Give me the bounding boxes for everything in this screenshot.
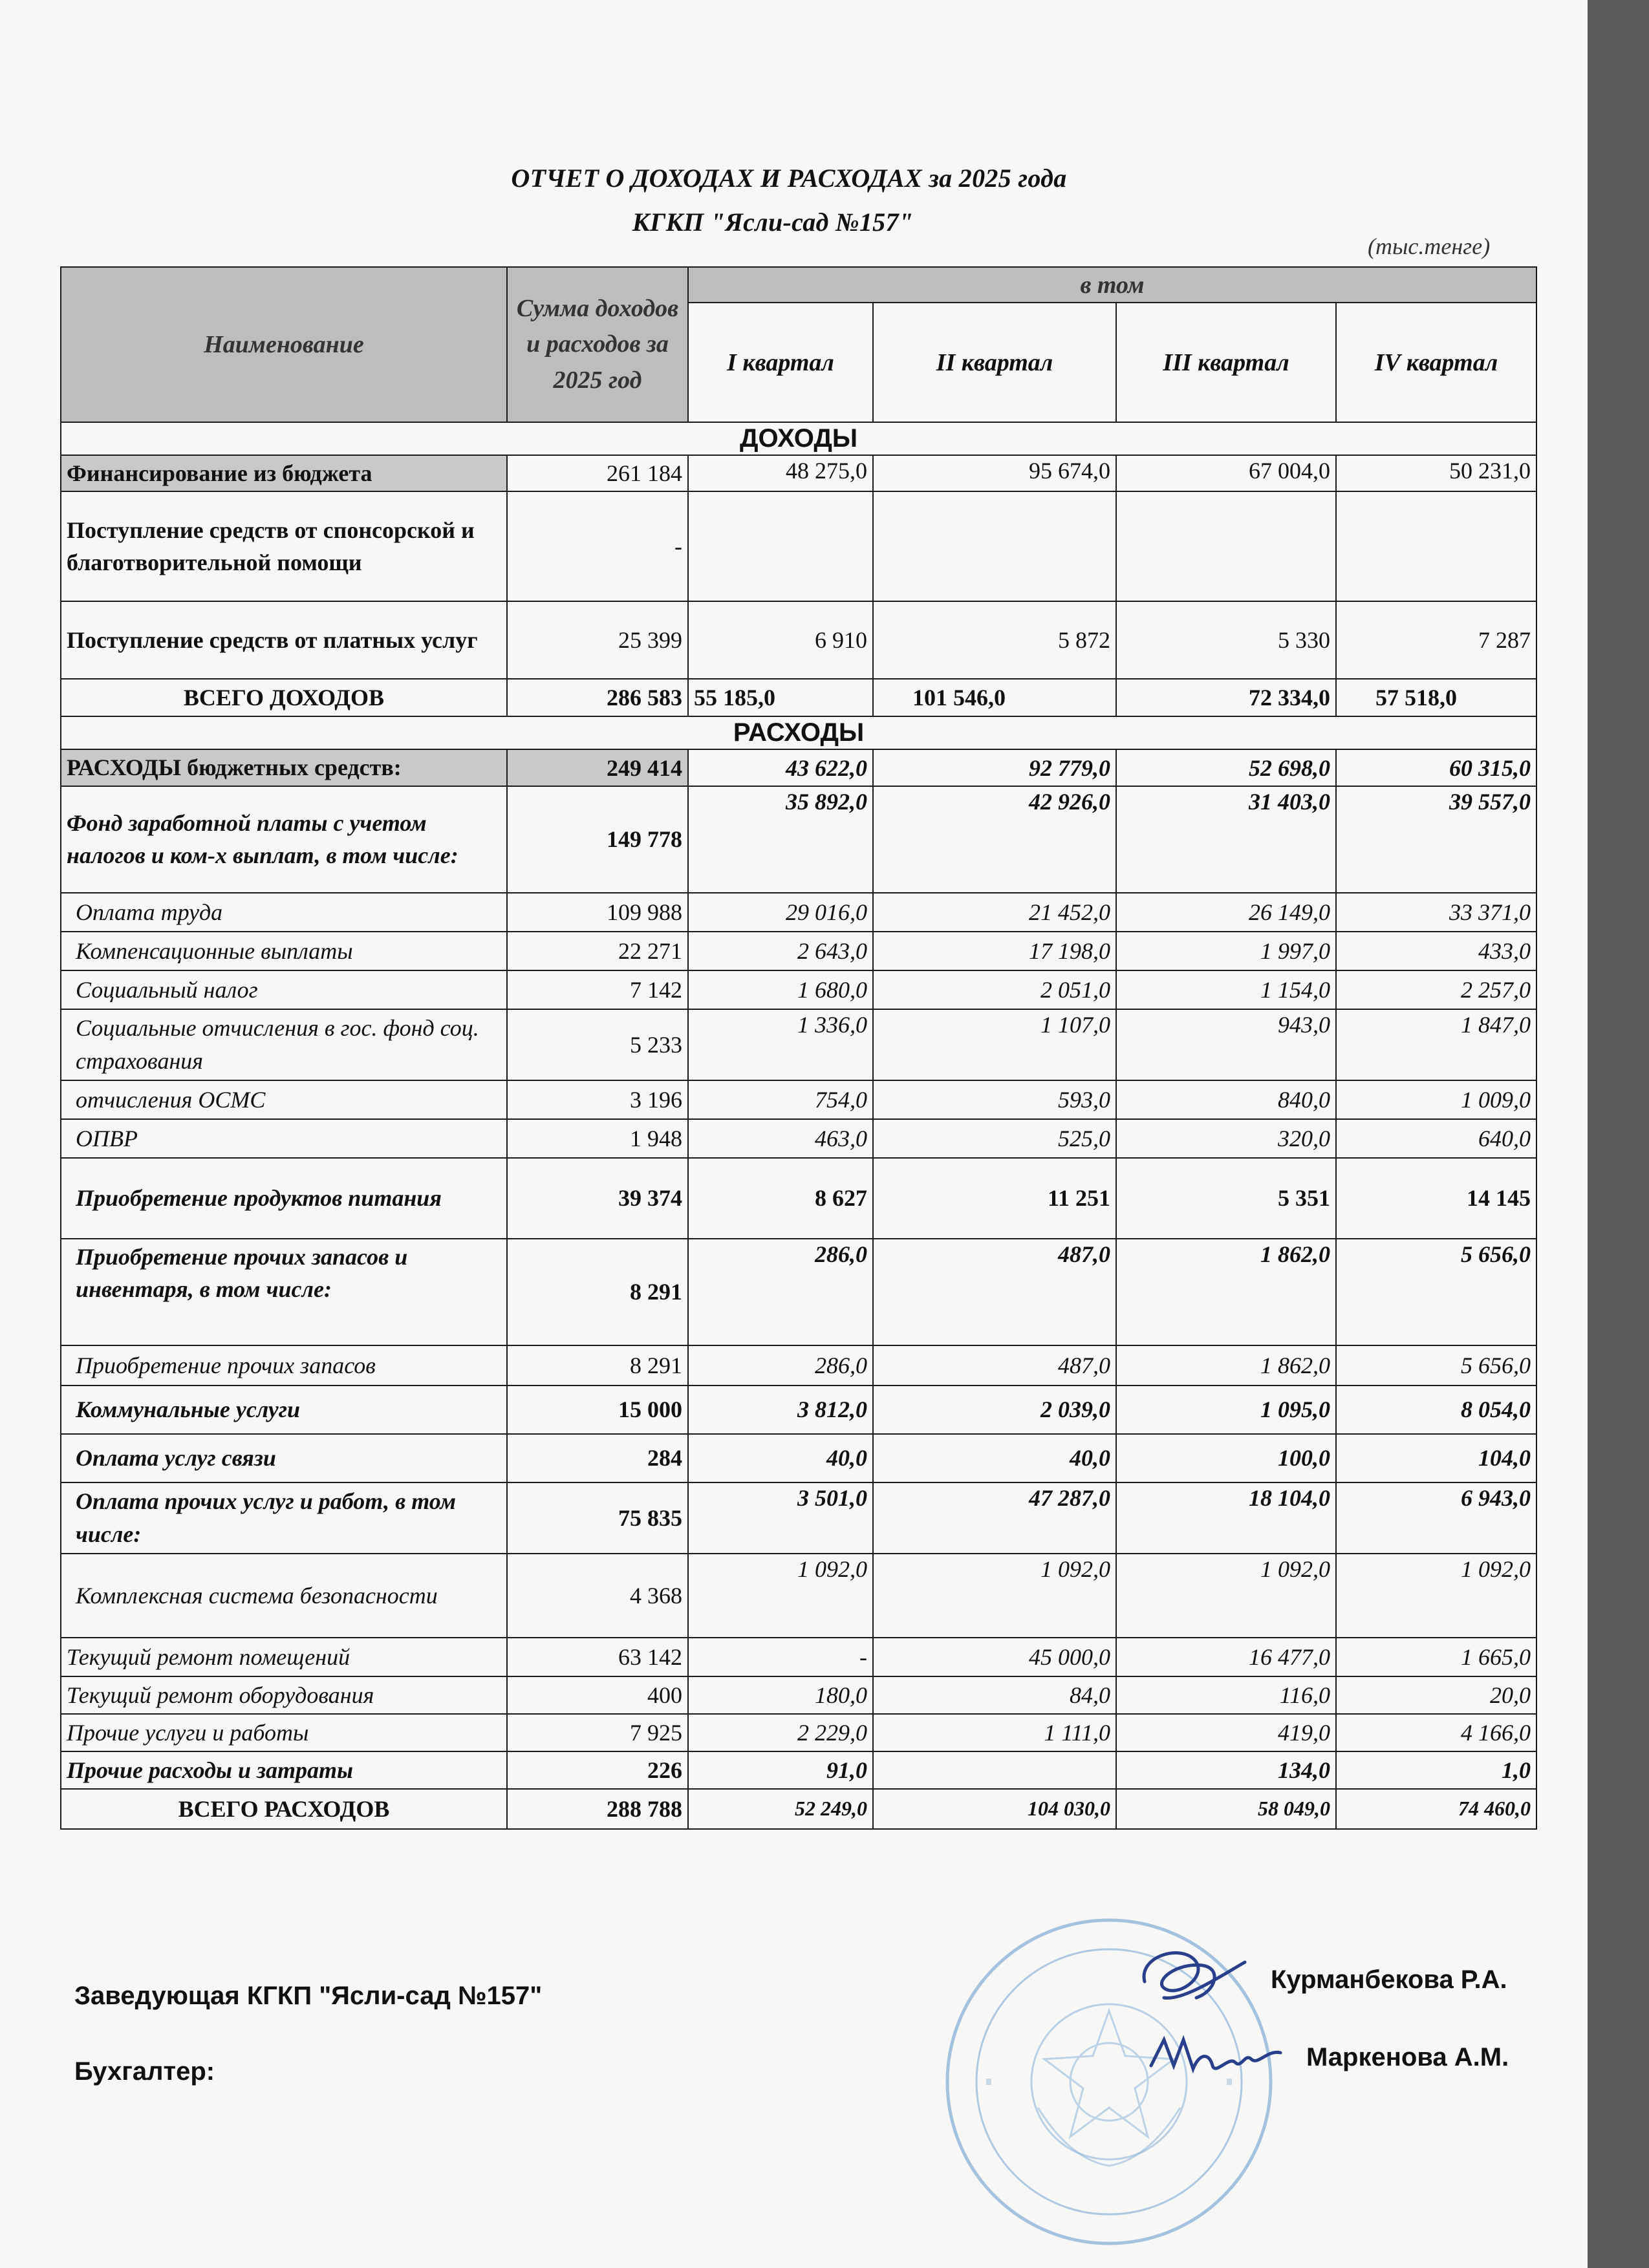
- income-row-q4: 7 287: [1336, 601, 1536, 679]
- expense-row: [61, 749, 1536, 786]
- expense-row-q3: 1 997,0: [1116, 932, 1336, 970]
- expense-row-name: ОПВР: [61, 1119, 507, 1158]
- expense-row: [61, 1385, 1536, 1434]
- expense-row-total: 15 000: [507, 1385, 688, 1434]
- expense-row-q2: 487,0: [873, 1345, 1116, 1385]
- income-row-total: 261 184: [507, 455, 688, 491]
- expense-row-q3: 16 477,0: [1116, 1638, 1336, 1676]
- expense-row-q4: 6 943,0: [1336, 1482, 1536, 1554]
- expense-row-q2: 17 198,0: [873, 932, 1116, 970]
- header-q4: IV квартал: [1336, 303, 1536, 422]
- income-row-q2: 5 872: [873, 601, 1116, 679]
- expense-row-q4: 39 557,0: [1336, 786, 1536, 893]
- expense-row: [61, 1009, 1536, 1080]
- expense-row-q3: 26 149,0: [1116, 893, 1336, 932]
- expense-total-q1: 52 249,0: [688, 1789, 873, 1829]
- header-total: Сумма доходов и расходов за 2025 год: [507, 267, 688, 422]
- expense-row-q1: 40,0: [688, 1434, 873, 1482]
- expense-row-total: 249 414: [507, 749, 688, 786]
- expense-row-q3: 31 403,0: [1116, 786, 1336, 893]
- expense-row-q2: [873, 1751, 1116, 1789]
- expense-row-q2: 21 452,0: [873, 893, 1116, 932]
- expense-row-name: Приобретение продуктов питания: [61, 1158, 507, 1239]
- expense-row-q4: 60 315,0: [1336, 749, 1536, 786]
- expense-row-q2: 487,0: [873, 1239, 1116, 1345]
- expense-row-name: Оплата услуг связи: [61, 1434, 507, 1482]
- income-total-row: [61, 679, 1536, 716]
- expense-row-q2: 11 251: [873, 1158, 1116, 1239]
- expense-row-total: 8 291: [507, 1345, 688, 1385]
- expense-row-name: Приобретение прочих запасов и инвентаря, в том числе:: [61, 1239, 507, 1345]
- expense-row-q1: 29 016,0: [688, 893, 873, 932]
- expense-row: [61, 1119, 1536, 1158]
- expense-row-q2: 84,0: [873, 1676, 1116, 1714]
- expense-row-name: отчисления ОСМС: [61, 1080, 507, 1119]
- expense-row-q3: 419,0: [1116, 1714, 1336, 1751]
- expense-row: [61, 1434, 1536, 1482]
- expense-row-name: Оплата труда: [61, 893, 507, 932]
- expense-row-q3: 5 351: [1116, 1158, 1336, 1239]
- income-row-q3: 67 004,0: [1116, 455, 1336, 491]
- expense-row-q4: 33 371,0: [1336, 893, 1536, 932]
- expense-row: [61, 1158, 1536, 1239]
- income-row-q3: 5 330: [1116, 601, 1336, 679]
- expense-row: [61, 1482, 1536, 1554]
- director-label: Заведующая КГКП "Ясли-сад №157": [74, 1982, 543, 2010]
- expense-row-total: 400: [507, 1676, 688, 1714]
- expense-row-q1: 35 892,0: [688, 786, 873, 893]
- expense-row-total: 226: [507, 1751, 688, 1789]
- units-label: (тыс.тенге): [1368, 233, 1491, 259]
- income-row-q1: [688, 491, 873, 601]
- expense-row-q4: 20,0: [1336, 1676, 1536, 1714]
- income-row-name: Поступление средств от спонсорской и благотворительной помощи: [61, 491, 507, 601]
- income-row-name: Финансирование из бюджета: [61, 455, 507, 491]
- expense-row-q3: 840,0: [1116, 1080, 1336, 1119]
- expense-row-q1: 3 501,0: [688, 1482, 873, 1554]
- expense-row-total: 8 291: [507, 1239, 688, 1345]
- expense-row: [61, 1554, 1536, 1638]
- income-row-total: -: [507, 491, 688, 601]
- expense-row-q3: 1 154,0: [1116, 970, 1336, 1009]
- income-row-q4: [1336, 491, 1536, 601]
- expense-row-total: 3 196: [507, 1080, 688, 1119]
- income-row: [61, 455, 1536, 491]
- expense-row-q4: 104,0: [1336, 1434, 1536, 1482]
- organization-name: КГКП "Ясли-сад №157": [632, 208, 914, 237]
- expense-row-total: 75 835: [507, 1482, 688, 1554]
- income-row-q1: 48 275,0: [688, 455, 873, 491]
- expense-row-total: 39 374: [507, 1158, 688, 1239]
- income-row-q1: 6 910: [688, 601, 873, 679]
- income-row: [61, 601, 1536, 679]
- income-section-heading: ДОХОДЫ: [61, 422, 1536, 455]
- expense-row-q4: 5 656,0: [1336, 1345, 1536, 1385]
- expense-row-q4: 5 656,0: [1336, 1239, 1536, 1345]
- expense-row-q2: 47 287,0: [873, 1482, 1116, 1554]
- income-row-total: 25 399: [507, 601, 688, 679]
- expense-row-q3: 943,0: [1116, 1009, 1336, 1080]
- accountant-name: Маркенова А.М.: [1306, 2043, 1509, 2071]
- income-expense-table: [60, 266, 1537, 1830]
- income-row-q2: 95 674,0: [873, 455, 1116, 491]
- expense-row: [61, 786, 1536, 893]
- expense-row-name: Социальный налог: [61, 970, 507, 1009]
- expense-row: [61, 1080, 1536, 1119]
- director-signature: [1125, 1936, 1255, 2027]
- expense-row-q1: 3 812,0: [688, 1385, 873, 1434]
- expense-row-q3: 1 862,0: [1116, 1239, 1336, 1345]
- expense-row-q4: 8 054,0: [1336, 1385, 1536, 1434]
- accountant-signature: [1138, 2027, 1287, 2098]
- expense-total-q4: 74 460,0: [1336, 1789, 1536, 1829]
- income-total-q4: 57 518,0: [1336, 679, 1536, 716]
- expense-row-q2: 1 111,0: [873, 1714, 1116, 1751]
- expense-row-name: Прочие услуги и работы: [61, 1714, 507, 1751]
- income-total-label: ВСЕГО ДОХОДОВ: [61, 679, 507, 716]
- expense-row-name: РАСХОДЫ бюджетных средств:: [61, 749, 507, 786]
- expense-row-q3: 100,0: [1116, 1434, 1336, 1482]
- expense-row-q2: 45 000,0: [873, 1638, 1116, 1676]
- expense-row-q1: 463,0: [688, 1119, 873, 1158]
- expense-row-q2: 1 092,0: [873, 1554, 1116, 1638]
- income-total-q2: 101 546,0: [873, 679, 1116, 716]
- income-row-q3: [1116, 491, 1336, 601]
- expense-row-q1: 1 336,0: [688, 1009, 873, 1080]
- expense-row-q3: 18 104,0: [1116, 1482, 1336, 1554]
- expense-row-q1: 286,0: [688, 1239, 873, 1345]
- expense-row-q3: 1 095,0: [1116, 1385, 1336, 1434]
- expense-row: [61, 1345, 1536, 1385]
- expense-row-total: 4 368: [507, 1554, 688, 1638]
- expense-total-label: ВСЕГО РАСХОДОВ: [61, 1789, 507, 1829]
- expense-row-total: 5 233: [507, 1009, 688, 1080]
- scan-dark-edge: [1588, 0, 1649, 2268]
- expense-row-q1: 1 680,0: [688, 970, 873, 1009]
- expense-row: [61, 1239, 1536, 1345]
- expense-row-name: Приобретение прочих запасов: [61, 1345, 507, 1385]
- director-name: Курманбекова Р.А.: [1271, 1965, 1507, 1994]
- expense-total-q3: 58 049,0: [1116, 1789, 1336, 1829]
- expense-row-name: Компенсационные выплаты: [61, 932, 507, 970]
- expense-row: [61, 1638, 1536, 1676]
- expense-row: [61, 932, 1536, 970]
- income-row: [61, 491, 1536, 601]
- expense-row-name: Текущий ремонт помещений: [61, 1638, 507, 1676]
- expense-row-name: Текущий ремонт оборудования: [61, 1676, 507, 1714]
- expense-row-q4: 2 257,0: [1336, 970, 1536, 1009]
- income-total-sum: 286 583: [507, 679, 688, 716]
- expense-row-total: 109 988: [507, 893, 688, 932]
- expense-row-q1: 8 627: [688, 1158, 873, 1239]
- expense-row-total: 284: [507, 1434, 688, 1482]
- income-row-q4: 50 231,0: [1336, 455, 1536, 491]
- expense-row-q1: 2 229,0: [688, 1714, 873, 1751]
- expense-row: [61, 893, 1536, 932]
- expense-row: [61, 1751, 1536, 1789]
- expense-row-name: Коммунальные услуги: [61, 1385, 507, 1434]
- expense-row-q2: 92 779,0: [873, 749, 1116, 786]
- expense-row-q2: 42 926,0: [873, 786, 1116, 893]
- expense-row: [61, 1714, 1536, 1751]
- expense-row-total: 63 142: [507, 1638, 688, 1676]
- expense-row-q4: 1 009,0: [1336, 1080, 1536, 1119]
- expense-row-q4: 1 847,0: [1336, 1009, 1536, 1080]
- expense-row-q2: 525,0: [873, 1119, 1116, 1158]
- expense-row-total: 1 948: [507, 1119, 688, 1158]
- expense-row-q3: 134,0: [1116, 1751, 1336, 1789]
- expense-row-q3: 1 092,0: [1116, 1554, 1336, 1638]
- expense-row-q3: 320,0: [1116, 1119, 1336, 1158]
- expense-row: [61, 970, 1536, 1009]
- expense-row-q1: 1 092,0: [688, 1554, 873, 1638]
- income-total-q1: 55 185,0: [688, 679, 873, 716]
- report-title: ОТЧЕТ О ДОХОДАХ И РАСХОДАХ за 2025 года: [511, 164, 1067, 193]
- expense-row-name: Фонд заработной платы с учетом налогов и ком-х выплат, в том числе:: [61, 786, 507, 893]
- expense-row-q2: 2 051,0: [873, 970, 1116, 1009]
- expense-row-q1: -: [688, 1638, 873, 1676]
- expense-row-q1: 286,0: [688, 1345, 873, 1385]
- income-total-q3: 72 334,0: [1116, 679, 1336, 716]
- expense-row-name: Социальные отчисления в гос. фонд соц. страхования: [61, 1009, 507, 1080]
- accountant-label: Бухгалтер:: [74, 2057, 215, 2086]
- expense-row-total: 149 778: [507, 786, 688, 893]
- expense-row-q2: 40,0: [873, 1434, 1116, 1482]
- expense-row-q4: 1 665,0: [1336, 1638, 1536, 1676]
- expense-row-q4: 433,0: [1336, 932, 1536, 970]
- expense-row-name: Оплата прочих услуг и работ, в том числе:: [61, 1482, 507, 1554]
- expense-total-row: [61, 1789, 1536, 1829]
- header-q1: I квартал: [688, 303, 873, 422]
- expense-row-q4: 1 092,0: [1336, 1554, 1536, 1638]
- income-row-q2: [873, 491, 1116, 601]
- header-group: в том: [688, 267, 1536, 303]
- expense-row-q2: 2 039,0: [873, 1385, 1116, 1434]
- expense-row-q1: 754,0: [688, 1080, 873, 1119]
- expense-row-total: 7 925: [507, 1714, 688, 1751]
- expense-row: [61, 1676, 1536, 1714]
- expense-row-q3: 52 698,0: [1116, 749, 1336, 786]
- expense-row-name: Прочие расходы и затраты: [61, 1751, 507, 1789]
- header-name: Наименование: [61, 267, 507, 422]
- expense-row-q3: 116,0: [1116, 1676, 1336, 1714]
- expense-total-q2: 104 030,0: [873, 1789, 1116, 1829]
- expense-section-heading: РАСХОДЫ: [61, 716, 1536, 749]
- expense-row-q3: 1 862,0: [1116, 1345, 1336, 1385]
- expense-row-q4: 14 145: [1336, 1158, 1536, 1239]
- expense-row-q1: 43 622,0: [688, 749, 873, 786]
- expense-row-q2: 1 107,0: [873, 1009, 1116, 1080]
- expense-row-q1: 2 643,0: [688, 932, 873, 970]
- expense-row-name: Комплексная система безопасности: [61, 1554, 507, 1638]
- expense-row-q2: 593,0: [873, 1080, 1116, 1119]
- expense-row-q1: 180,0: [688, 1676, 873, 1714]
- expense-total-sum: 288 788: [507, 1789, 688, 1829]
- expense-row-q1: 91,0: [688, 1751, 873, 1789]
- expense-row-total: 22 271: [507, 932, 688, 970]
- header-q2: II квартал: [873, 303, 1116, 422]
- header-q3: III квартал: [1116, 303, 1336, 422]
- expense-row-total: 7 142: [507, 970, 688, 1009]
- expense-row-q4: 640,0: [1336, 1119, 1536, 1158]
- expense-row-q4: 4 166,0: [1336, 1714, 1536, 1751]
- income-row-name: Поступление средств от платных услуг: [61, 601, 507, 679]
- expense-row-q4: 1,0: [1336, 1751, 1536, 1789]
